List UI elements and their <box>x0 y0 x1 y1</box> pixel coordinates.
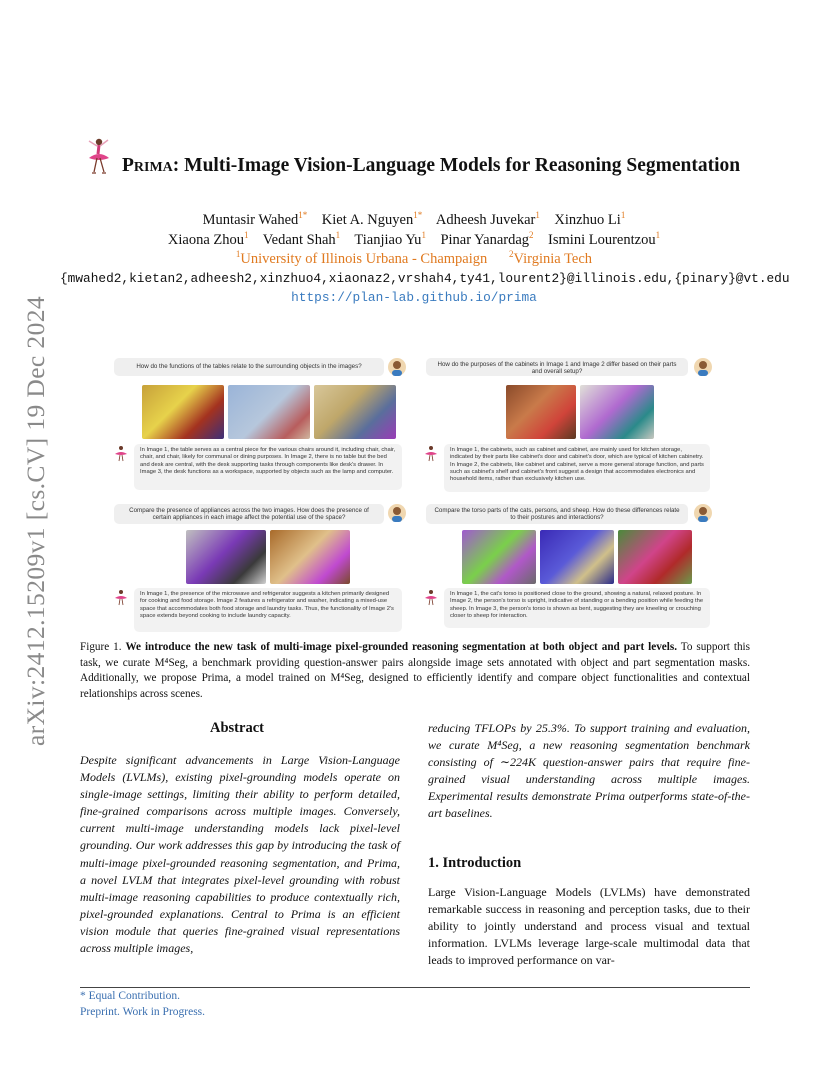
affiliations: $^1$University of Illinois Urbana - Champaign $^2$Virginia Tech <box>235 249 593 267</box>
abstract-text-left: Despite significant advancements in Large Vision-Language Models (LVLMs), existing pixel-grounding models operate on single-image settings, limiting their ability to perform detailed, fine-grained comparisons across multiple images. Conversely, current multi-image understanding models lack pixel-level grounding. Our work addresses this gap by introducing the task of multi-image pixel-grounded reasoning segmentation, and Prima, a novel LVLM that integrates pixel-level grounding with robust multi-image reasoning capabilities to produce contextually rich, pixel-grounded explanations. Central to Prima is an efficient vision module that queries fine-grained visual representations across multiple images, <box>80 753 400 956</box>
scene-image <box>462 530 536 584</box>
authors-line-1 <box>60 210 768 229</box>
answer-bubble: In Image 1, the table serves as a central piece for the various chairs around it, including chair, chair, chair, and chair, likely for communal or dining purposes. In Image 2, there is no table but the bed and desk are central, with the desk supporting tasks through components like desk's drawer. In Image 3, the desk functions as a workspace, supported by objects such as the lamp and computer. <box>134 444 402 490</box>
abstract-heading: Abstract <box>210 720 264 736</box>
user-avatar-icon <box>388 504 406 522</box>
arxiv-id-text: arXiv:2412.15209v1 [cs.CV] 19 Dec 2024 <box>21 295 50 747</box>
question-bubble: Compare the torso parts of the cats, persons, and sheep. How do these differences relate to their postures and interactions? <box>426 504 688 524</box>
introduction-text: Large Vision-Language Models (LVLMs) have demonstrated remarkable success in reasoning and perception tasks, due to their ability to jointly understand and process visual and textual information. LVLMs leverage large-scale multimodal data that leads to improved performance on var- <box>428 885 750 968</box>
affiliation-vt: Virginia Tech <box>513 250 593 267</box>
title-prima: Prima <box>122 155 173 176</box>
scene-image <box>618 530 692 584</box>
paper-title <box>122 155 740 177</box>
footnote-preprint: Preprint. Work in Progress. <box>80 1006 206 1018</box>
author: Tianjiao Yu$^1$ <box>354 230 426 248</box>
user-avatar-icon <box>388 358 406 376</box>
figure-caption <box>80 640 750 702</box>
question-bubble: Compare the presence of appliances across the two images. How does the presence of certain appliances in each image affect the potential use of the space? <box>114 504 384 524</box>
prima-avatar-icon <box>422 444 440 462</box>
figure-1 <box>108 352 720 634</box>
scene-image <box>270 530 350 584</box>
scene-image <box>142 385 224 439</box>
scene-image <box>506 385 576 439</box>
scene-image <box>186 530 266 584</box>
introduction-heading: 1. Introduction <box>428 855 522 871</box>
scene-image <box>314 385 396 439</box>
caption-bold: We introduce the new task of multi-image pixel-grounded reasoning segmentation at both object and part levels. <box>125 641 678 653</box>
footnote-rule <box>80 987 750 988</box>
scene-image <box>228 385 310 439</box>
question-bubble: How do the purposes of the cabinets in Image 1 and Image 2 differ based on their parts and overall setup? <box>426 358 688 376</box>
author: Vedant Shah$^1$ <box>262 230 341 248</box>
author: Kiet A. Nguyen$^{1*}$ <box>321 210 423 228</box>
arxiv-identifier <box>14 286 58 756</box>
author: Xinzhuo Li$^1$ <box>554 210 626 228</box>
abstract-text-right: reducing TFLOPs by 25.3%. To support training and evaluation, we curate M⁴Seg, a new reasoning segmentation benchmark consisting of ∼224K question-answer pairs that require fine-grained visual understanding across multiple images. Experimental results demonstrate Prima outperforms state-of-the-art baselines. <box>428 721 750 821</box>
author-emails: {mwahed2,kietan2,adheesh2,xinzhuo4,xiaonaz2,vrshah4,ty41,lourent2}@illinois.edu,{pinary}@vt.edu <box>60 271 790 286</box>
prima-ballerina-logo <box>84 136 114 176</box>
author: Ismini Lourentzou$^1$ <box>548 230 661 248</box>
authors-line-2 <box>60 230 768 249</box>
author: Pinar Yanardag$^2$ <box>440 230 534 248</box>
user-avatar-icon <box>694 504 712 522</box>
question-bubble: How do the functions of the tables relate to the surrounding objects in the images? <box>114 358 384 376</box>
prima-avatar-icon <box>112 444 130 462</box>
prima-avatar-icon <box>112 588 130 606</box>
scene-image <box>580 385 654 439</box>
title-rest: : Multi-Image Vision-Language Models for Reasoning Segmentation <box>172 155 741 176</box>
scene-image <box>540 530 614 584</box>
affiliation-uiuc: University of Illinois Urbana - Champaign <box>240 250 488 267</box>
answer-bubble: In Image 1, the cat's torso is positioned close to the ground, showing a natural, relaxed posture. In Image 2, the person's torso is upright, indicative of standing or a bending position while feeding the sheep. In Image 3, the person's torso is shown as bent, suggesting they are kneeling or crouching closer to sheep for interaction. <box>444 588 710 628</box>
author: Xiaona Zhou$^1$ <box>167 230 249 248</box>
answer-bubble: In Image 1, the presence of the microwave and refrigerator suggests a kitchen primarily designed for cooking and food storage. Image 2 features a refrigerator and washer, indicating a mixed-use space that accommodates both food storage and laundry tasks. Thus, the functionality of Image 2's space extends beyond cooking to include laundry capacity. <box>134 588 402 632</box>
user-avatar-icon <box>694 358 712 376</box>
project-url[interactable]: https://plan-lab.github.io/prima <box>291 290 537 305</box>
author: Muntasir Wahed$^{1*}$ <box>202 210 308 228</box>
caption-body: To support this task, we curate M⁴Seg, a benchmark providing question-answer pairs alongside image sets annotated with object and part segmentation masks. Additionally, we propose Prima, a model trained on M⁴Seg, designed to efficiently identify and compare object functionalities and contextual relationships across scenes. <box>80 641 751 700</box>
prima-avatar-icon <box>422 588 440 606</box>
answer-bubble: In Image 1, the cabinets, such as cabinet and cabinet, are mainly used for kitchen storage, indicated by their parts like cabinet's door and cabinet's door, which are typical of kitchen cabinetry. In Image 2, the cabinets, like cabinet and cabinet, serve a more general storage function, and parts such as cabinet's shelf and cabinet's front suggest a design that accommodates electronics and household items, rather than exclusively kitchen use. <box>444 444 710 492</box>
footnote-equal-contribution: * Equal Contribution. <box>80 990 180 1002</box>
caption-label: Figure 1. <box>80 641 122 653</box>
author: Adheesh Juvekar$^1$ <box>435 210 540 228</box>
